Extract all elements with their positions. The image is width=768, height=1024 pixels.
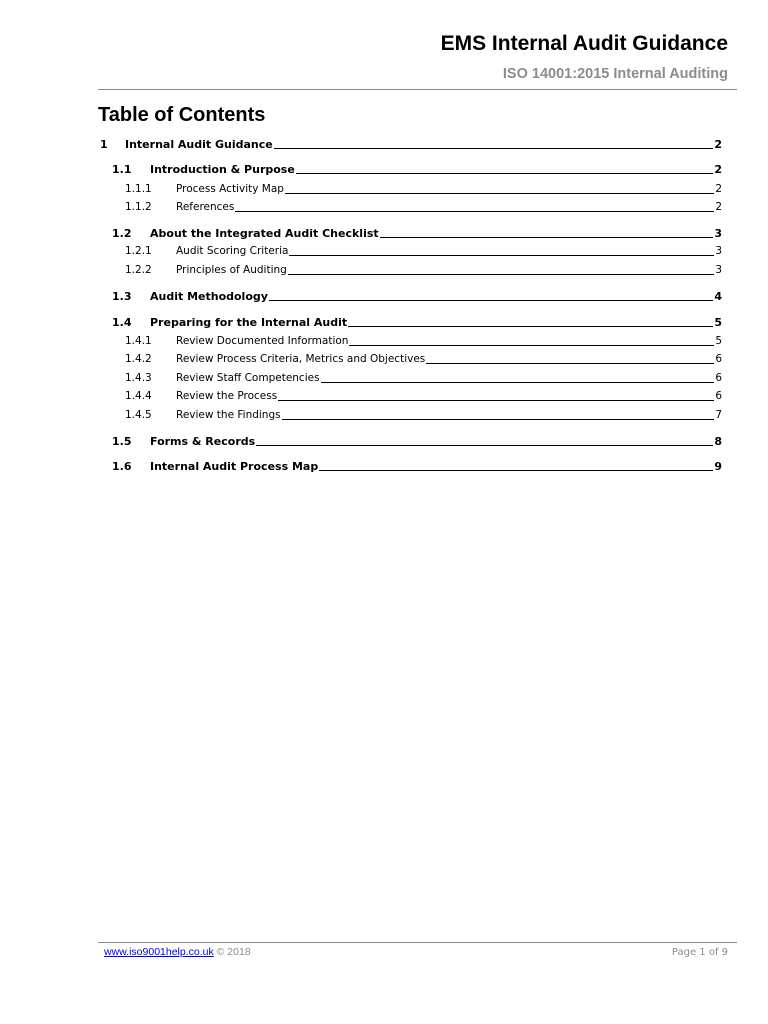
footer-copyright: © 2018 [213,946,251,958]
toc-entry[interactable] [98,289,722,304]
toc-entry-title: About the Integrated Audit Checklist [150,227,379,240]
toc-entry-title: Review Staff Competencies [176,372,320,384]
toc-entry-title: Internal Audit Guidance [125,138,273,151]
toc-entry-number: 1.4.1 [125,335,152,347]
toc-entry-title: Review Documented Information [176,335,349,347]
toc-entry-title: Review Process Criteria, Metrics and Objectives [176,353,426,365]
toc-entry-number: 1.1.1 [125,183,152,195]
toc-entry-page: 5 [714,316,722,329]
toc-entry[interactable] [98,371,722,386]
toc-entry-number: 1.1 [112,163,132,176]
toc-entry-number: 1.1.2 [125,201,152,213]
toc-entry[interactable] [98,137,722,152]
toc-entry-number: 1.4.4 [125,390,152,402]
toc-leader-line [380,237,714,238]
toc-leader-line [321,382,715,383]
toc-entry-page: 3 [714,227,722,240]
toc-entry-page: 9 [714,460,722,473]
toc-entry[interactable] [98,244,722,259]
toc-entry-page: 2 [714,138,722,151]
toc-entry-title: Internal Audit Process Map [150,460,319,473]
toc-entry-number: 1.3 [112,290,132,303]
toc-entry-page: 3 [715,245,722,257]
toc-entry-number: 1.5 [112,435,132,448]
toc-entry[interactable] [98,182,722,197]
toc-entry-page: 2 [715,201,722,213]
toc-entry-page: 4 [714,290,722,303]
toc-entry-title: Process Activity Map [176,183,284,195]
toc-heading: Table of Contents [98,104,266,126]
toc-entry-page: 7 [715,409,722,421]
toc-entry-number: 1.4.3 [125,372,152,384]
toc-entry-page: 6 [715,390,722,402]
toc-leader-line [282,419,715,420]
toc-entry[interactable] [98,408,722,423]
toc-entry-number: 1.4.2 [125,353,152,365]
toc-entry[interactable] [98,334,722,349]
toc-leader-line [285,193,714,194]
page-number: Page 1 of 9 [671,947,728,958]
toc-entry-title: References [176,201,235,213]
toc-entry[interactable] [98,263,722,278]
toc-entry-number: 1.2.1 [125,245,152,257]
website-link[interactable]: www.iso9001help.co.uk [104,946,214,958]
toc-entry-page: 2 [715,183,722,195]
footer-website [104,946,251,958]
toc-entry[interactable] [98,389,722,404]
footer-divider [98,942,737,943]
toc-entry[interactable] [98,226,722,241]
toc-entry-page: 5 [715,335,722,347]
toc-leader-line [296,173,714,174]
toc-entry-page: 3 [715,264,722,276]
document-subtitle: ISO 14001:2015 Internal Auditing [502,66,728,82]
toc-leader-line [288,274,715,275]
toc-entry[interactable] [98,162,722,177]
toc-entry-number: 1 [100,138,108,151]
toc-entry[interactable] [98,352,722,367]
toc-leader-line [426,363,714,364]
toc-leader-line [256,445,713,446]
toc-leader-line [348,326,713,327]
toc-entry-number: 1.4 [112,316,132,329]
toc-leader-line [319,470,713,471]
toc-entry-page: 2 [714,163,722,176]
toc-entry-page: 8 [714,435,722,448]
header-divider [98,89,737,90]
document-title: EMS Internal Audit Guidance [440,32,728,55]
toc-leader-line [274,148,714,149]
toc-entry-title: Principles of Auditing [176,264,287,276]
toc-entry-title: Preparing for the Internal Audit [150,316,348,329]
toc-entry-title: Audit Methodology [150,290,268,303]
toc-leader-line [235,211,714,212]
toc-leader-line [278,400,714,401]
toc-entry-title: Introduction & Purpose [150,163,295,176]
toc-entry[interactable] [98,315,722,330]
toc-entry-title: Review the Findings [176,409,281,421]
toc-leader-line [349,345,714,346]
toc-leader-line [289,255,714,256]
toc-entry-title: Forms & Records [150,435,256,448]
toc-leader-line [269,300,713,301]
toc-entry-title: Review the Process [176,390,278,402]
toc-entry-number: 1.2.2 [125,264,152,276]
toc-entry[interactable] [98,434,722,449]
toc-entry-number: 1.6 [112,460,132,473]
toc-entry-page: 6 [715,353,722,365]
toc-entry[interactable] [98,200,722,215]
toc-entry-page: 6 [715,372,722,384]
toc-entry-number: 1.2 [112,227,132,240]
toc-entry-number: 1.4.5 [125,409,152,421]
toc-entry-title: Audit Scoring Criteria [176,245,289,257]
toc-entry[interactable] [98,459,722,474]
